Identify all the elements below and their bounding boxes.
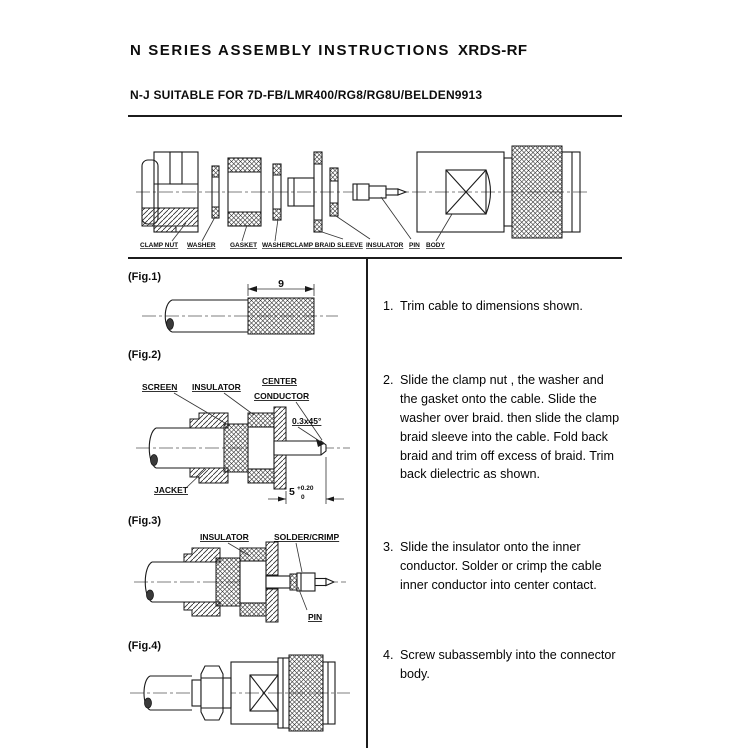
exploded-label-washer-a: WASHER — [187, 242, 216, 249]
exploded-label-body: BODY — [426, 242, 445, 249]
exploded-label-pin: PIN — [409, 242, 420, 249]
fig4-label: (Fig.4) — [128, 640, 161, 652]
step-4-text: Screw subassembly into the connector body. — [400, 648, 616, 681]
step-3 — [383, 538, 622, 595]
fig3-insulator-label: INSULATOR — [200, 532, 249, 542]
page-title: N SERIES ASSEMBLY INSTRUCTIONS — [130, 42, 450, 59]
fig2-center-label: CENTER — [262, 376, 297, 386]
fig4-clamp-nut-drawing — [192, 666, 231, 720]
exploded-label-washer-b: WASHER — [262, 242, 291, 249]
fig3-pin-assembly-drawing — [266, 573, 334, 591]
section-divider-rule — [128, 257, 622, 259]
step-2-number: 2. — [383, 373, 394, 387]
exploded-label-insulator: INSULATOR — [366, 242, 404, 249]
pin-drawing — [353, 184, 406, 200]
fig2-dim-tol-minus: 0 — [301, 494, 305, 501]
brand-name: XRDS-RF — [458, 42, 528, 59]
step-2 — [383, 371, 622, 484]
fig2-dim-tol-plus: +0.20 — [297, 485, 314, 492]
step-1-number: 1. — [383, 299, 394, 313]
exploded-label-clamp-braid-sleeve: CLAMP BRAID SLEEVE — [290, 242, 363, 249]
fig2-insulator-section — [248, 413, 274, 483]
fig1-dim-value: 9 — [278, 278, 284, 290]
fig4-diagram — [128, 648, 388, 748]
fig3-label: (Fig.3) — [128, 515, 161, 527]
fig2-conductor-label: CONDUCTOR — [254, 391, 310, 401]
fig3-insulator-section — [240, 548, 266, 616]
exploded-view-diagram — [128, 130, 622, 254]
fig3-solder-crimp-label: SOLDER/CRIMP — [274, 532, 340, 542]
fig2-diagram — [128, 360, 373, 510]
step-4-number: 4. — [383, 648, 394, 662]
fig3-braid-section — [216, 558, 240, 606]
fig2-insulator-label: INSULATOR — [192, 382, 241, 392]
step-2-text: Slide the clamp nut , the washer and the gasket onto the cable. Slide the washer over braid. then slide the clamp braid sleeve into the cable. Fold back braid and trim off excess of braid. Trim back dielectric as shown. — [400, 373, 620, 482]
fig1-diagram — [130, 278, 370, 352]
fig2-label: (Fig.2) — [128, 349, 161, 361]
step-3-text: Slide the insulator onto the inner conductor. Solder or crimp the cable inner conductor into center contact. — [400, 540, 602, 592]
step-4 — [383, 646, 622, 684]
exploded-label-gasket: GASKET — [230, 242, 258, 249]
fig3-diagram — [128, 524, 373, 636]
fig2-screen-label: SCREEN — [142, 382, 178, 392]
fig1-dimension — [248, 278, 314, 296]
step-1 — [383, 297, 622, 316]
exploded-leader-lines — [172, 197, 452, 241]
fig3-pin-label: PIN — [308, 612, 323, 622]
fig2-chamfer-dim: 0.3x45° — [292, 416, 322, 426]
fig2-braid-screen-section — [224, 424, 248, 472]
exploded-label-clamp-nut: CLAMP NUT — [140, 242, 179, 249]
fig2-dim-value: 5 — [289, 486, 295, 498]
page-header — [130, 42, 527, 59]
step-3-number: 3. — [383, 540, 394, 554]
fig1-label: (Fig.1) — [128, 271, 161, 283]
fig2-jacket-label: JACKET — [154, 485, 189, 495]
fig3-cable-drawing — [145, 562, 210, 602]
page-subtitle: N-J SUITABLE FOR 7D-FB/LMR400/RG8/RG8U/BELDEN9913 — [130, 88, 483, 102]
header-rule — [128, 115, 622, 117]
step-1-text: Trim cable to dimensions shown. — [400, 299, 583, 313]
